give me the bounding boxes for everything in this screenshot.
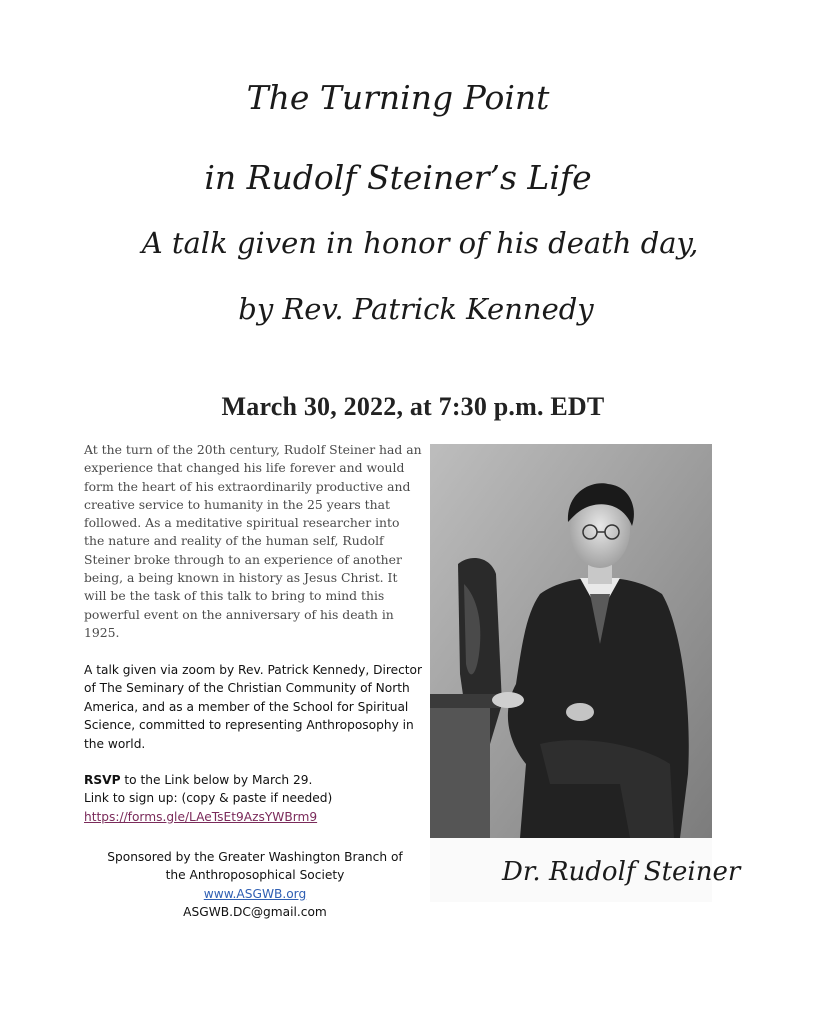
rsvp-label: RSVP bbox=[84, 773, 121, 787]
website-link[interactable]: www.ASGWB.org bbox=[203, 886, 307, 901]
subtitle-line-2: by Rev. Patrick Kennedy bbox=[238, 292, 594, 326]
signature-image bbox=[430, 838, 741, 902]
contact-email: ASGWB.DC@gmail.com bbox=[183, 904, 327, 919]
title-line-1: The Turning Point bbox=[246, 78, 550, 117]
event-description: At the turn of the 20th century, Rudolf Steiner had an experience that changed his life forever and would form the heart of his extraordinarily productive and creative service to humanity in the 25 years that followed. As a meditative spiritual researcher into the nature and reality of the human self, Rudolf Steiner broke through to an experience of another being, a being known in history as Jesus Christ. It will be the task of this talk to bring to mind this powerful event on the anniversary of his death in 1925. bbox=[84, 442, 422, 640]
sponsor-block bbox=[70, 848, 440, 921]
event-date: March 30, 2022, at 7:30 p.m. EDT bbox=[221, 392, 605, 421]
portrait-image bbox=[430, 444, 712, 838]
signup-link[interactable]: https://forms.gle/LAeTsEt9AzsYWBrm9 bbox=[84, 809, 318, 824]
rsvp-line bbox=[84, 771, 424, 789]
rsvp-text: to the Link below by March 29. bbox=[120, 773, 313, 787]
sponsor-line-1: Sponsored by the Greater Washington Branch of bbox=[107, 850, 403, 864]
title-line-2: in Rudolf Steiner’s Life bbox=[204, 158, 592, 197]
speaker-info: A talk given via zoom by Rev. Patrick Kennedy, Director of The Seminary of the Christian Community of North America, and as a member of the School for Spiritual Science, committed to representing Anthroposophy in the world. bbox=[84, 663, 423, 751]
signature-text: Dr. Rudolf Steiner bbox=[502, 857, 741, 887]
signup-text: Link to sign up: (copy & paste if needed) bbox=[84, 791, 333, 806]
portrait-photo bbox=[430, 444, 741, 902]
signature bbox=[430, 838, 741, 902]
rsvp-block bbox=[84, 771, 424, 826]
sponsor-line-2: the Anthroposophical Society bbox=[165, 868, 345, 883]
left-column bbox=[84, 441, 423, 824]
subtitle-line-1: A talk given in honor of his death day, bbox=[141, 226, 699, 260]
